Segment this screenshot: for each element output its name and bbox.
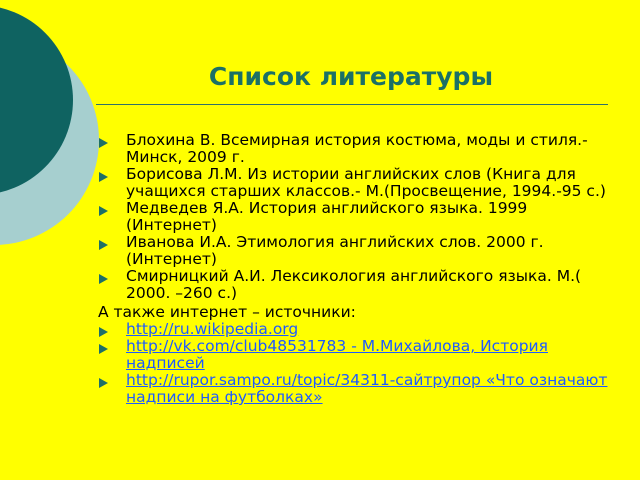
- bullet-arrow-icon: [99, 138, 108, 148]
- reference-item: [98, 200, 618, 234]
- bullet-arrow-icon: [99, 172, 108, 182]
- vk-club-link[interactable]: http://vk.com/club48531783 - М.Михайлова, История надписей: [126, 337, 548, 372]
- reference-item: [98, 166, 618, 200]
- bullet-arrow-icon: [99, 274, 108, 284]
- reference-item: [98, 268, 618, 302]
- references-list: [98, 132, 618, 302]
- bullet-arrow-icon: [99, 206, 108, 216]
- reference-text: Медведев Я.А. История английского языка. 1999 (Интернет): [126, 199, 528, 234]
- reference-text: Смирницкий А.И. Лексикология английского языка. М.( 2000. –260 с.): [126, 267, 582, 302]
- bullet-arrow-icon: [99, 344, 108, 354]
- link-item: [98, 321, 618, 338]
- reference-item: [98, 234, 618, 268]
- bullet-arrow-icon: [99, 378, 108, 388]
- title-divider: [96, 104, 608, 105]
- reference-text: Борисова Л.М. Из истории английских слов (Книга для учащихся старших классов.- М.(Просвещение, 1994.-95 с.): [126, 165, 606, 200]
- slide-title: Список литературы: [208, 62, 494, 91]
- reference-item: [98, 132, 618, 166]
- bullet-arrow-icon: [99, 327, 108, 337]
- link-item: [98, 338, 618, 372]
- links-list: [98, 321, 618, 406]
- reference-text: Блохина В. Всемирная история костюма, моды и стиля.- Минск, 2009 г.: [126, 131, 588, 166]
- reference-text: Иванова И.А. Этимология английских слов. 2000 г. (Интернет): [126, 233, 544, 268]
- wikipedia-link[interactable]: http://ru.wikipedia.org: [126, 320, 299, 338]
- bullet-arrow-icon: [99, 240, 108, 250]
- rupor-link[interactable]: http://rupor.sampo.ru/topic/34311-сайтрупор «Что означают надписи на футболках»: [126, 371, 608, 406]
- slide-content: [98, 132, 618, 406]
- link-item: [98, 372, 618, 406]
- internet-sources-heading: А также интернет – источники:: [98, 303, 356, 321]
